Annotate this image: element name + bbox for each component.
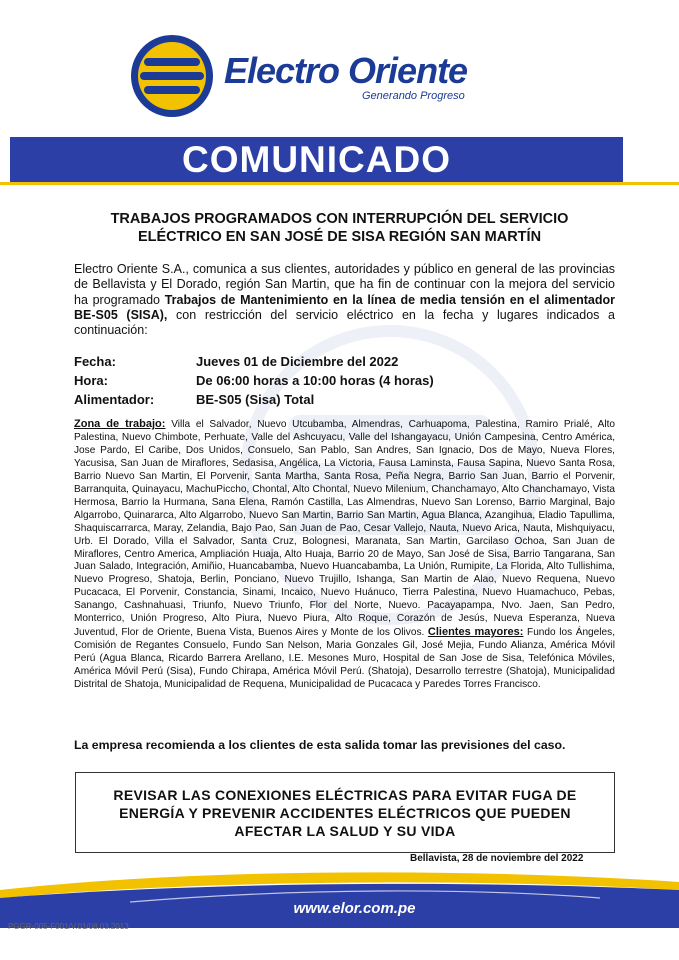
- header: [0, 0, 679, 140]
- banner-title: COMUNICADO: [182, 139, 451, 180]
- detail-row-fecha: [74, 352, 615, 371]
- form-code: PGGR-005-F001/V.01/08.03.2013: [8, 922, 129, 931]
- work-zone-label: Zona de trabajo:: [74, 418, 166, 430]
- warning-line-2: ENERGÍA Y PREVENIR ACCIDENTES ELÉCTRICOS QUE PUEDEN: [119, 805, 571, 821]
- warning-line-3: AFECTAR LA SALUD Y SU VIDA: [234, 823, 456, 839]
- brand-name: Electro Oriente: [224, 50, 468, 91]
- intro-paragraph: [74, 262, 615, 338]
- detail-value: Jueves 01 de Diciembre del 2022: [196, 354, 399, 369]
- detail-row-alimentador: [74, 390, 615, 409]
- major-clients-text: Fundo los Ángeles, Comisión de Regantes Consuelo, Fundo San Nelson, Maria Gonzales Gil, José Mejia, Fundo Alianza, América Móvil Perú (Agua Blanca, Ricardo Barrera Arellano, I.E. Mesones Muro, Hospital de San Jose de Sisa, Telefónica Móviles, América Móvil Perú (Sisa), Fundo Chirapa, América Móvil Perú. (Shatoja), Desarrollo terrestre (Shatoja), Municipalidad Distrital de Shatoja, Municipalidad de Requena, Municipalidad de Pucacaca y Paredes Torres Francisco.: [74, 627, 615, 691]
- detail-label: Alimentador:: [74, 392, 155, 407]
- notice-title: [60, 210, 619, 246]
- intro-text-1: Electro Oriente S.A., comunica a sus clientes, autoridades y público en general de las provincias de Bellavista y El Dorado, región San Martin, que ha fin de continuar con la mejora del servicio ha programado: [74, 262, 615, 307]
- brand-tagline: Generando Progreso: [362, 90, 465, 102]
- issue-date: Bellavista, 28 de noviembre del 2022: [410, 853, 584, 864]
- website-link[interactable]: www.elor.com.pe: [293, 900, 416, 917]
- detail-row-hora: [74, 371, 615, 390]
- banner-accent-line: [0, 182, 679, 185]
- major-clients-label: Clientes mayores:: [427, 626, 524, 639]
- recommendation-text: La empresa recomienda a los clientes de esta salida tomar las previsiones del caso.: [74, 738, 566, 752]
- schedule-details: [74, 352, 615, 409]
- warning-box: [75, 772, 615, 853]
- comunicado-banner: [10, 137, 623, 182]
- notice-title-line-2: ELÉCTRICO EN SAN JOSÉ DE SISA REGIÓN SAN MARTÍN: [137, 229, 542, 245]
- detail-value: BE-S05 (Sisa) Total: [196, 392, 315, 407]
- intro-bold-text: Trabajos de Mantenimiento en la línea de media tensión en el alimentador BE-S05 (SISA),: [74, 292, 615, 322]
- work-zone-paragraph: [74, 418, 615, 692]
- detail-value: De 06:00 horas a 10:00 horas (4 horas): [196, 373, 434, 388]
- notice-title-line-1: TRABAJOS PROGRAMADOS CON INTERRUPCIÓN DEL SERVICIO: [110, 211, 569, 227]
- electro-oriente-logo-icon: [130, 34, 214, 118]
- work-zone-text: Villa el Salvador, Nuevo Utcubamba, Almendras, Carhuapoma, Palestina, Ramiro Prialé, Alto Palestina, Nuevo Chimbote, Perhuate, Valle del Ashcuyacu, Valle del Ishangayacu, Unión Campesina, Centro América, Jose Pardo, El Caribe, Dos Unidos, Consuelo, San Pablo, San Andres, San Ignacio, Dos de Mayo, Nueva Flores, Yacusisa, San Juan de Miraflores, Sedasisa, Angélica, La Victoria, Fausa Laminsta, Fausa Sapina, Nuevo Santa Rosa, Barrio Nuevo San Martin, El Porvenir, Santa Martha, Santa Rosa, Peña Negra, Barrio San Juan, Barrio el Porvenir, Barranquita, Quinayacu, MachuPicchо, Chontal, Alto Chontal, Nuevo Milenium, Chanchamayo, Alto Chanchamayo, Vista Hermosa, Barrio la Hurmana, Sana Elena, Ramón Castilla, Las Almendras, Nuevo San Lorenso, Barrio Marginal, Bajo Algarrobo, Quinararca, Alto Algarrobo, Nuevo San Martin, Barrio San Martin, Agua Blanca, Azangihua, Eladio Tapullima, Shaquiscarrarca, Maray, Zelandia, Bajo Pao, San Juan de Pao, Cesar Vallejo, Nauta, Nuevo Arica, Nauta, Mishquiyacu, Urb. El Dorado, Villa el Salvador, Santa Cruz, Bolognesi, Maranata, San Martin, Garcilaso Ochoa, San Juan de Miraflores, Centro America, Ampliación Huaja, Alto Huaja, Barrio 20 de Mayo, San José de Sisa, Barrio Tangarana, San Juan Salado, Integración, Amiñio, Huancabamba, Nuevo Huancabamba, La Unión, Rumipite, La Florida, Alto Tullishima, Nuevo Progreso, Shatoja, Berlin, Ponciano, Nuevo Trujillo, Ishanga, San Martin de Alao, Nuevo Requena, Nuevo Pucacaca, El Porvenir, Constancia, Sinami, Incaico, Nuevo Huánuco, Tierra Palestina, Nuevo Huamachuco, Pebas, Sanango, Cashnahuasi, Triunfo, Nuevo Triunfo, Flor del Norte, Nuevo. Pacayapampa, Nvo. Jaen, San Pedro, Monterrico, Unión Progreso, Alto Piura, Nuevo Piura, Alto Roque, Corazón de Jesús, Nueva Esperanza, Nueva Juventud, Flor de Oriente, Buena Vista, Buenos Aires y Monte de los Olivos.: [74, 419, 616, 639]
- warning-line-1: REVISAR LAS CONEXIONES ELÉCTRICAS PARA EVITAR FUGA DE: [113, 787, 577, 803]
- intro-text-2: con restricción del servicio eléctrico en la fecha y lugares indicados a continuación:: [74, 307, 616, 338]
- detail-label: Hora:: [74, 373, 108, 388]
- footer-swoosh: [0, 868, 679, 928]
- detail-label: Fecha:: [74, 354, 116, 369]
- warning-text: [76, 786, 614, 840]
